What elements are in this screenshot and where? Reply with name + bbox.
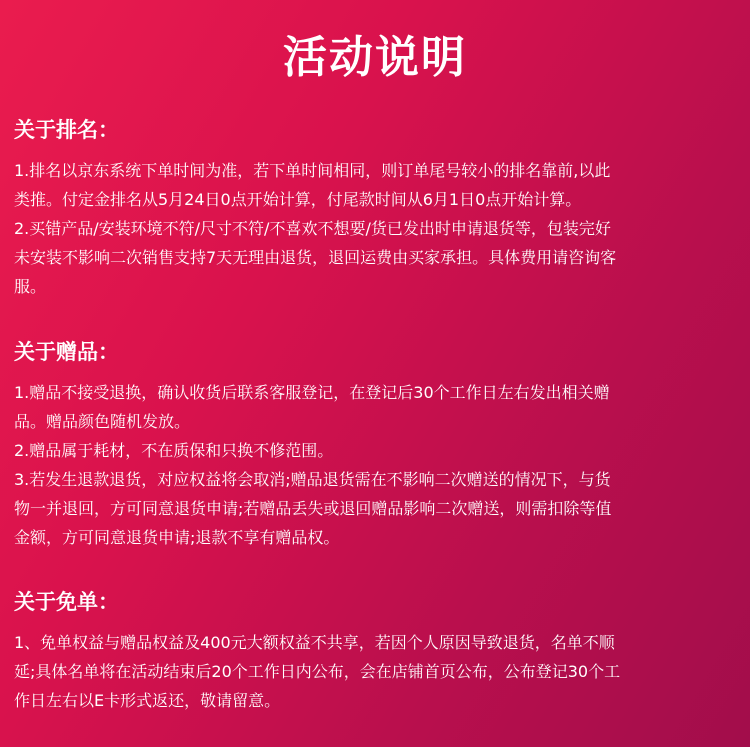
page-title: 活动说明 — [283, 32, 467, 83]
free-order-line: 1、免单权益与赠品权益及400元大额权益不共享，若因个人原因导致退货，名单不顺 — [14, 633, 615, 652]
free-order-line: 延;具体名单将在活动结束后20个工作日内公布，会在店铺首页公布，公布登记30个工 — [14, 662, 621, 681]
section-heading-ranking: 关于排名： — [14, 118, 119, 142]
gifts-line: 3.若发生退款退货，对应权益将会取消;赠品退货需在不影响二次赠送的情况下，与货 — [14, 470, 611, 489]
gifts-line: 金额，方可同意退货申请;退款不享有赠品权。 — [14, 528, 340, 547]
gifts-line: 物一并退回，方可同意退货申请;若赠品丢失或退回赠品影响二次赠送，则需扣除等值 — [14, 499, 612, 518]
gifts-line: 品。赠品颜色随机发放。 — [14, 412, 191, 431]
ranking-line: 1.排名以京东系统下单时间为准，若下单时间相同，则订单尾号较小的排名靠前,以此 — [14, 161, 611, 180]
gifts-line: 2.赠品属于耗材，不在质保和只换不修范围。 — [14, 441, 334, 460]
ranking-line: 类推。付定金排名从5月24日0点开始计算，付尾款时间从6月1日0点开始计算。 — [14, 190, 582, 209]
free-order-line: 作日左右以E卡形式返还，敬请留意。 — [14, 691, 281, 710]
ranking-line: 未安装不影响二次销售支持7天无理由退货，退回运费由买家承担。具体费用请咨询客 — [14, 248, 617, 267]
section-ranking — [14, 116, 740, 301]
gifts-line: 1.赠品不接受退换，确认收货后联系客服登记，在登记后30个工作日左右发出相关赠 — [14, 383, 610, 402]
section-free-order — [14, 588, 740, 715]
ranking-line: 2.买错产品/安装环境不符/尺寸不符/不喜欢不想要/货已发出时申请退货等，包装完好 — [14, 219, 611, 238]
ranking-line: 服。 — [14, 277, 47, 296]
section-heading-gifts: 关于赠品： — [14, 340, 119, 364]
section-heading-free-order: 关于免单： — [14, 590, 119, 614]
section-gifts — [14, 338, 740, 552]
